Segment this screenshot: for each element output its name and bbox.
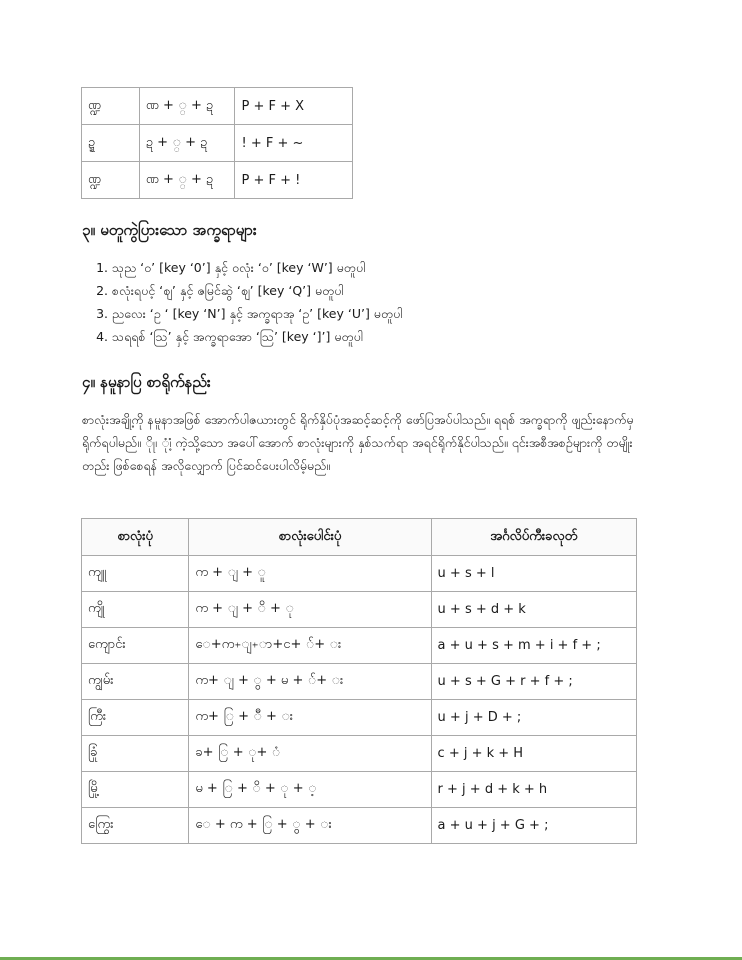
table-cell: ဏ္ဍ <box>82 162 140 199</box>
table-cell: က + ျ + ူ <box>189 556 431 592</box>
table-row <box>82 808 637 844</box>
table-cell: ကျို <box>82 592 189 628</box>
table-cell: r + j + d + k + h <box>431 772 636 808</box>
section-4-heading: ၄။ နမူနာပြ စာရိုက်နည်း <box>82 373 211 391</box>
table-cell: u + j + D + ; <box>431 700 636 736</box>
table-row <box>82 736 637 772</box>
table-cell: မ + ြ + ိ + ု + ့ <box>189 772 431 808</box>
table-cell: ေ+က+ျ+ာ+င+ ်+ း <box>189 628 431 664</box>
table-cell: ဏ္ဍ <box>82 88 140 125</box>
column-header: စာလုံးပေါင်းပုံ <box>189 519 431 556</box>
table-cell: ကြီး <box>82 700 189 736</box>
table-cell: ဏ + ္ + ဍ <box>139 88 235 125</box>
table-cell: က+ ျ + ွ + မ + ်+ း <box>189 664 431 700</box>
table-cell: a + u + s + m + i + f + ; <box>431 628 636 664</box>
section-3-heading: ၃။ မတူကွဲပြားသော အက္ခရာများ <box>82 221 257 239</box>
list-item: 3. ညလေး ‘ဥ ‘ [key ‘N’] နှင့် အက္ခရာအု ‘ဥ’ [key ‘U’] မတူပါ <box>112 302 672 325</box>
list-item: 2. စလုံးရပင့် ‘ဈ’ နှင့် ဇမြင်ဆွဲ ‘ဈ’ [key ‘Q’] မတူပါ <box>112 279 672 302</box>
table-cell: P + F + ! <box>235 162 353 199</box>
table-header-row <box>82 519 637 556</box>
table-cell: ဍ္ဍ <box>82 125 140 162</box>
table-cell: က + ျ + ိ + ု <box>189 592 431 628</box>
table-cell: u + s + d + k <box>431 592 636 628</box>
table-cell: က+ ြ + ီ + း <box>189 700 431 736</box>
list-item: 4. သရရစ် ‘ဩ’ နှင့် အက္ခရာအော ‘ဩ’ [key ‘]’] မတူပါ <box>112 325 672 348</box>
top-table <box>81 87 353 199</box>
table-cell: ခြုံ <box>82 736 189 772</box>
section-4-paragraph: စာလုံးအချို့ကို နမူနာအဖြစ် အောက်ပါဇယားတွင် ရိုက်နှိပ်ပုံအဆင့်ဆင့်ကို ဖော်ပြအပ်ပါသည်။ ရရစ် အက္ခရာကို ဖျည်းနောက်မှ ရိုက်ရပါမည်။ ိုု၊ ုံ၊ံ့ ကဲ့သို့သော အပေါ်အောက် စာလုံးများကို နှစ်သက်ရာ အရင်ရိုက်နိုင်ပါသည်။ ၎င်းအစီအစဉ်များကို တမျိုးတည်း ဖြစ်စေရန် အလိုလျှောက် ပြင်ဆင်ပေးပါလိမ့်မည်။ <box>82 412 634 473</box>
table-row <box>82 556 637 592</box>
table-row <box>82 162 353 199</box>
table-cell: ကြွေး <box>82 808 189 844</box>
typing-example-table <box>81 518 637 844</box>
column-header: စာလုံးပုံ <box>82 519 189 556</box>
table-cell: ဍ + ္ + ဍ <box>139 125 235 162</box>
table-row <box>82 592 637 628</box>
column-header: အင်္ဂလိပ်ကီးခလုတ် <box>431 519 636 556</box>
table-cell: ကျောင်း <box>82 628 189 664</box>
table-cell: a + u + j + G + ; <box>431 808 636 844</box>
table-row <box>82 125 353 162</box>
table-cell: မြို့ <box>82 772 189 808</box>
table-row <box>82 700 637 736</box>
table-cell: ဏ + ္ + ဍ <box>139 162 235 199</box>
differences-list <box>90 256 672 348</box>
table-cell: ခ+ ြ + ု+ ံ <box>189 736 431 772</box>
table-cell: ကျွမ်း <box>82 664 189 700</box>
table-row <box>82 664 637 700</box>
table-cell: ေ + က + ြ + ွ + း <box>189 808 431 844</box>
table-cell: ကျူ <box>82 556 189 592</box>
table-cell: ! + F + ~ <box>235 125 353 162</box>
table-row <box>82 772 637 808</box>
table-cell: u + s + G + r + f + ; <box>431 664 636 700</box>
table-row <box>82 628 637 664</box>
table-cell: c + j + k + H <box>431 736 636 772</box>
table-cell: P + F + X <box>235 88 353 125</box>
table-row <box>82 88 353 125</box>
table-cell: u + s + l <box>431 556 636 592</box>
list-item: 1. သုည ‘၀’ [key ‘0’] နှင့် ဝလုံး ‘ဝ’ [key ‘W’] မတူပါ <box>112 256 672 279</box>
